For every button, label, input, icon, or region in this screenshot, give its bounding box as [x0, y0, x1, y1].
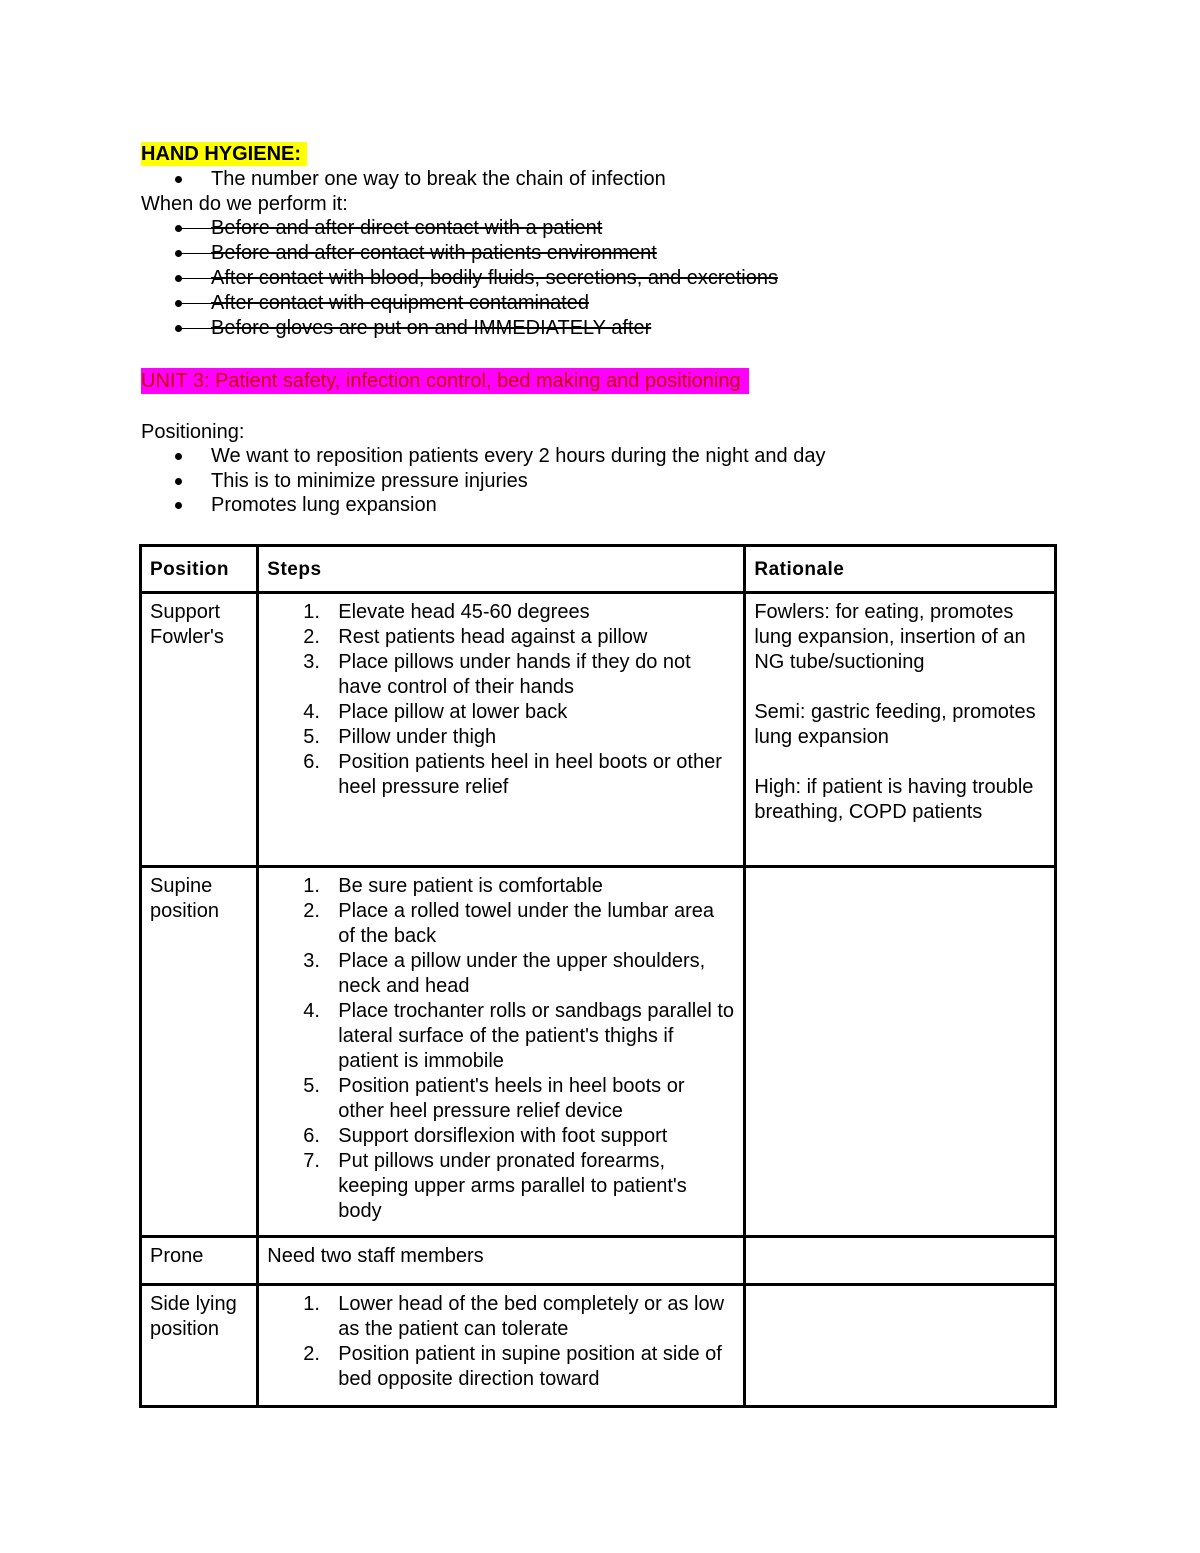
bullet-dot-icon [175, 502, 182, 509]
steps-cell [258, 867, 745, 1237]
document-page: HAND HYGIENE: The number one way to break the chain of infection When do we perform it: Before and after direct contact with a patient Before and after contact with patients environment After contact with blood, bodily fluids, secretions, and excretions After contact with equipment contaminated Before gloves are put on and IMMEDIATELY after UNIT 3: Patient safety, infection control, bed making and positioning Positioning: We want to reposition patients every 2 hours during the night and day This is to minimize pressure injuries Promotes lung expansion Position Steps Rationale Support Fowler's 1. Elevate head 45-60 degrees 2. Rest patients head against a pillow 3. Place pillows under hands if they do not have control of their hands 4. Place pillow at lower back 5. Pillow under thigh 6. Position patients heel in heel boots or other heel pressure relief Fowlers: for eating, promotes lung expansion, insertion of an NG tube/suctioning Semi: gastric feeding, promotes lung expansion High: if patient is having trouble breathing, COPD patients Supine position 1. Be sure patient is comfortable 2. Place a rolled towel under the lumbar area of the back 3. Place a pillow under the upper shoulders, neck and head 4. Place trochanter rolls or sandbags parallel to lateral surface of the patient's thighs if patient is immobile 5. Position patient's heels in heel boots or other heel pressure relief device 6. Support dorsiflexion with foot support 7. Put pillows under pronated forearms, keeping upper arms parallel to patient's body Prone Need two staff members Side lying position 1. Lower head of the bed completely or as low as the patient can tolerate 2. Position patient in supine position at side of bed opposite direction toward [0, 0, 1200, 1553]
step-item: 2. Position patient in supine position at side of bed opposite direction toward [303, 1343, 722, 1390]
table-row [141, 867, 1056, 1237]
step-item: 4. Place trochanter rolls or sandbags parallel to lateral surface of the patient's thighs if patient is immobile [303, 1000, 735, 1072]
rationale-semi: Semi: gastric feeding, promotes lung expansion [754, 701, 1036, 748]
steps-cell [258, 593, 745, 867]
table-row [141, 1285, 1056, 1407]
step-item: 2. Rest patients head against a pillow [303, 626, 648, 648]
step-item: 3. Place pillows under hands if they do not have control of their hands [303, 651, 691, 698]
position-cell: Support Fowler's [141, 593, 258, 867]
position-cell: Side lying position [141, 1285, 258, 1407]
rationale-cell [745, 1237, 1056, 1285]
table-header-row [141, 546, 1056, 593]
step-item: 1. Be sure patient is comfortable [303, 875, 603, 897]
step-item: 6. Position patients heel in heel boots or other heel pressure relief [303, 751, 722, 798]
when-label: When do we perform it: [141, 193, 348, 215]
step-item: 6. Support dorsiflexion with foot support [303, 1125, 668, 1147]
steps-cell [258, 1285, 745, 1407]
rationale-high: High: if patient is having trouble breathing, COPD patients [754, 776, 1034, 823]
step-item: 5. Position patient's heels in heel boots or other heel pressure relief device [303, 1075, 685, 1122]
rationale-cell [745, 867, 1056, 1237]
positioning-table [139, 544, 1057, 1408]
step-item: 3. Place a pillow under the upper shoulders, neck and head [303, 950, 706, 997]
header-rationale: Rationale [745, 546, 1056, 593]
rationale-cell [745, 1285, 1056, 1407]
step-item: 4. Place pillow at lower back [303, 701, 568, 723]
bullet-dot-icon [175, 176, 182, 183]
table-row [141, 1237, 1056, 1285]
step-item: 2. Place a rolled towel under the lumbar area of the back [303, 900, 715, 947]
step-item: 7. Put pillows under pronated forearms, keeping upper arms parallel to patient's body [303, 1150, 687, 1222]
positioning-label: Positioning: [141, 421, 245, 443]
hand-hygiene-title: HAND HYGIENE: [141, 142, 307, 166]
position-cell: Supine position [141, 867, 258, 1237]
table-row [141, 593, 1056, 867]
header-steps: Steps [258, 546, 745, 593]
rationale-fowlers: Fowlers: for eating, promotes lung expansion, insertion of an NG tube/suctioning [754, 601, 1026, 673]
step-item: 5. Pillow under thigh [303, 726, 497, 748]
steps-cell: Need two staff members [258, 1237, 745, 1285]
rationale-cell [745, 593, 1056, 867]
header-position: Position [141, 546, 258, 593]
position-cell: Prone [141, 1237, 258, 1285]
step-item: 1. Lower head of the bed completely or as low as the patient can tolerate [303, 1293, 725, 1340]
unit-title: UNIT 3: Patient safety, infection control, bed making and positioning [141, 368, 749, 394]
bullet-dot-icon [175, 478, 182, 485]
step-item: 1. Elevate head 45-60 degrees [303, 601, 590, 623]
bullet-dot-icon [175, 453, 182, 460]
